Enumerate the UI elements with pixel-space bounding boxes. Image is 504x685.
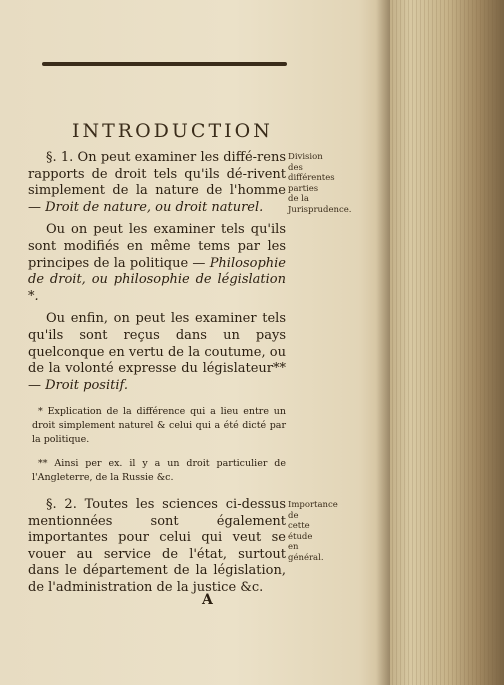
footnote-1: * Explication de la différence qui a lieu entre un droit simplement naturel & celui qui a été dicté par la politique. <box>32 406 286 445</box>
section-2-text: §. 2. Toutes les sciences ci-dessus mentionnées sont également importantes pour celui qui veut se vouer au service de l'état, surtout dans le département de la législation, de l'administration de la justice &c. <box>28 497 286 595</box>
paragraph-2: Ou on peut les examiner tels qu'ils sont modifiés en même tems par les principes de la politique — Philosophie de droit, ou philosophie de législation *. <box>28 222 286 304</box>
margin-note-importance: Importance de cette étude en général. <box>288 500 338 563</box>
page-shadow <box>376 0 390 685</box>
margin-note-division: Division des différentes parties de la Jurisprudence. <box>288 152 352 215</box>
paragraph-3: Ou enfin, on peut les examiner tels qu'ils sont reçus dans un pays quelconque en vertu de la coutume, ou de la volonté expresse du législateur** — Droit positif. <box>28 311 286 393</box>
page-title: INTRODUCTION <box>72 120 273 142</box>
footnote-2: ** Ainsi per ex. il y a un droit particulier de l'Angleterre, de la Russie &c. <box>32 458 286 483</box>
header-rule <box>42 62 287 66</box>
main-text <box>28 150 286 400</box>
paragraph-1: §. 1. On peut examiner les diffé-rens rapports de droit tels qu'ils dé-rivent simplement de la nature de l'homme — Droit de nature, ou droit naturel. <box>28 150 286 215</box>
book-page-edges <box>380 0 504 685</box>
signature-mark: A <box>202 592 213 608</box>
